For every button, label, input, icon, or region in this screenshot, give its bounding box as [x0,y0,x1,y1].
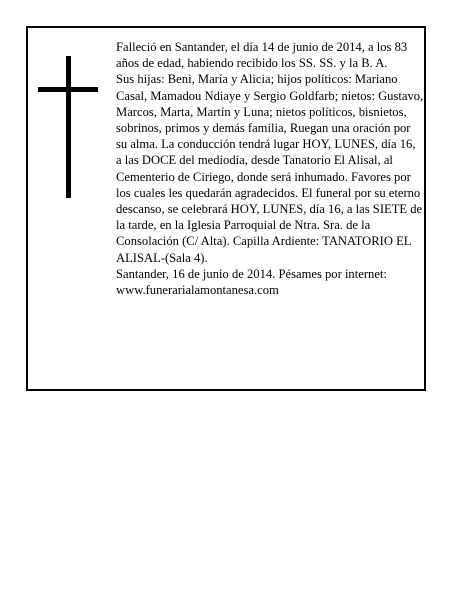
family-and-funeral-details: Sus hijas: Beni, María y Alicia; hijos políticos: Mariano Casal, Mamadou Ndiaye y Sergio Goldfarb; nietos: Gustavo, Marcos, Marta, Martín y Luna; nietos políticos, bisnietos, sobrinos, primos y demás familia, Ruegan una oración por su alma. La conducción tendrá lugar HOY, LUNES, día 16, a las DOCE del mediodía, desde Tanatorio El Alisal, al Cementerio de Ciriego, donde será inhumado. Favores por los cuales les quedarán agradecidos. El funeral por su eterno descanso, se celebrará HOY, LUNES, día 16, a las SIETE de la tarde, en la Iglesia Parroquial de Ntra. Sra. de la Consolación (C/ Alta). Capilla Ardiente: TANATORIO EL ALISAL-(Sala 4). [116,72,424,265]
latin-cross-icon [38,56,98,198]
cross-vertical-bar [66,56,71,198]
place-date-and-website: Santander, 16 de junio de 2014. Pésames por internet: www.funerarialamontanesa.com [116,266,387,298]
death-announcement: Falleció en Santander, el día 14 de junio de 2014, a los 83 años de edad, habiendo recibido los SS. SS. y la B. A. [116,40,408,71]
obituary-text [116,39,424,298]
obituary-notice [26,26,426,391]
cross-horizontal-bar [38,87,98,92]
